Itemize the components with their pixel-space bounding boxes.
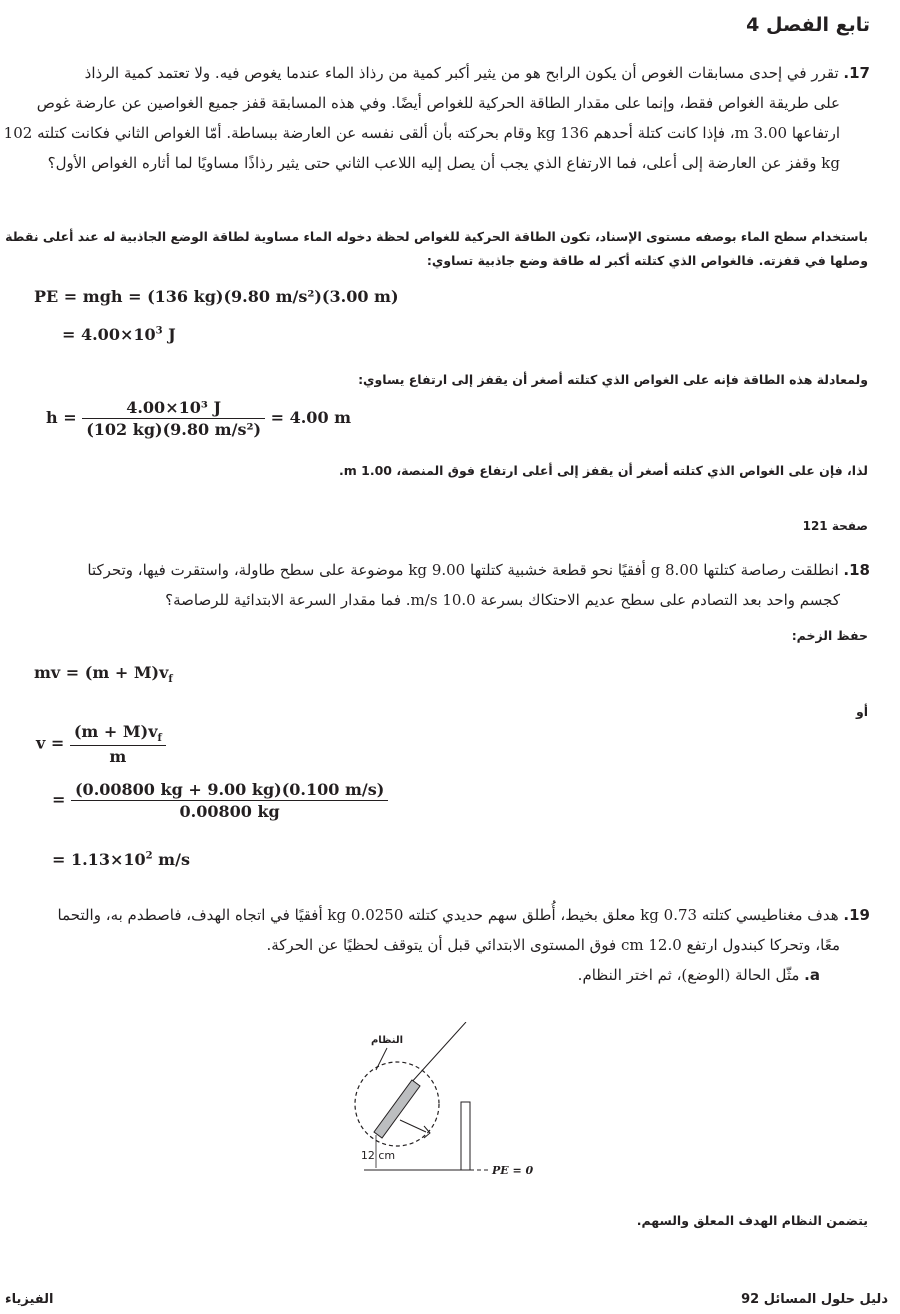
system-label: النظام <box>370 1035 404 1046</box>
problem-19-text <box>0 900 870 990</box>
eq-part: J <box>162 325 176 344</box>
eq-part: m/s <box>152 850 190 869</box>
fraction-numerator: 4.00×10³ J <box>82 398 265 419</box>
footer-title: دليل حلول المسائل <box>763 1292 888 1307</box>
answer-text: باستخدام سطح الماء بوصفه مستوى الإسناد، تكون الطاقة الحركية للغواص لحظة دخوله الماء مساوية لطاقة الوضع الجاذبية له عند أعلى نقطة وصلها في قفزته. فالغواص الذي كتلته أكبر له طاقة وضع جاذبية تساوي: <box>5 229 868 268</box>
chapter-title: تابع الفصل 4 <box>746 14 870 36</box>
dart-shaft <box>400 1120 426 1132</box>
footer-subject: الفيزياء <box>5 1292 54 1307</box>
fraction-numerator: (0.00800 kg + 9.00 kg)(0.100 m/s) <box>71 780 388 801</box>
eq-rhs: = 4.00 m <box>270 408 352 427</box>
eq-subscript: f <box>168 674 173 686</box>
problem-text-first-line: هدف مغناطيسي كتلته 0.73 kg معلق بخيط، أُطلق سهم حديدي كتلته 0.0250 kg أفقيًا في اتجاه الهدف، فاصطدم به، والتحما <box>57 906 839 924</box>
pe-zero-label: PE = 0 <box>492 1164 534 1177</box>
part-label: a. <box>804 966 820 984</box>
fraction <box>70 722 166 766</box>
equation-momentum <box>34 663 173 685</box>
problem-number: 18. <box>843 561 870 579</box>
answer-text: حفظ الزخم: <box>791 628 868 643</box>
or-text: أو <box>855 704 868 719</box>
part-a <box>0 960 870 990</box>
fraction-denominator: m <box>109 747 127 767</box>
problem-number: 19. <box>843 906 870 924</box>
problem-17-text <box>0 58 870 178</box>
eq-equals: = <box>52 790 66 809</box>
problem-text-continuation: معًا، وتحركا كبندول ارتفع 12.0 cm فوق المستوى الابتدائي قبل أن يتوقف لحظيًا عن الحركة. <box>266 936 840 954</box>
eq-part: = 4.00×10 <box>62 325 156 344</box>
equation-energy-result <box>62 325 176 344</box>
eq-subscript: f <box>157 733 162 745</box>
fraction-denominator: 0.00800 kg <box>179 802 280 821</box>
pendulum-figure <box>340 1022 560 1182</box>
pendulum-string <box>410 1022 466 1084</box>
equation-velocity <box>36 722 166 766</box>
fraction-denominator: (102 kg)(9.80 m/s²) <box>86 420 262 439</box>
fraction <box>82 398 265 439</box>
eq-exponent: 2 <box>145 850 153 862</box>
problem-number: 17. <box>843 64 870 82</box>
footer-page-info <box>735 1292 888 1307</box>
eq-part: = 1.13×10 <box>52 850 146 869</box>
equation-height <box>46 398 351 439</box>
equation-velocity-result <box>52 850 190 869</box>
eq-part: (m + M)v <box>73 722 158 741</box>
target-rod <box>374 1080 420 1138</box>
problem-text-first-line: تقرر في إحدى مسابقات الغوص أن يكون الرابح هو من يثير أكبر كمية من رذاذ الماء عندما يغوص فيه. ولا تعتمد كمية الرذاذ <box>84 64 839 82</box>
equation-potential-energy: PE = mgh = (136 kg)(9.80 m/s²)(3.00 m) <box>34 287 399 306</box>
page-reference: صفحة 121 <box>802 519 868 533</box>
page-number: 92 <box>741 1292 760 1307</box>
eq-exponent: 3 <box>155 325 163 337</box>
rest-rod <box>461 1102 470 1170</box>
eq-part: mv = (m + M)v <box>34 663 169 682</box>
height-label: 12 cm <box>360 1149 396 1162</box>
problem-text-continuation: على طريقة الغواص فقط، وإنما على مقدار الطاقة الحركية للغواص أيضًا. وفي هذه المسابقة قفز جميع الغواصين عن عارضة غوص ارتفاعها 3.00 m، فإذا كانت كتلة أحدهم 136 kg وقام بحركته بأن ألقى نفسه عن العارضة ببساطة. أمّا الغواص الثاني فكانت كتلته 102 kg وقفز عن العارضة إلى أعلى، فما الارتفاع الذي يجب أن يصل إليه اللاعب الثاني حتى يثير رذاذًا مساويًا لما أثاره الغواص الأول؟ <box>3 94 840 172</box>
problem-text-continuation: كجسم واحد بعد التصادم على سطح عديم الاحتكاك بسرعة 10.0 m/s. فما مقدار السرعة الابتدائية للرصاصة؟ <box>165 591 840 609</box>
eq-lhs: h = <box>46 408 77 427</box>
answer-text: ولمعادلة هذه الطاقة فإنه على الغواص الذي كتلته أصغر أن يقفز إلى ارتفاع يساوي: <box>358 372 868 387</box>
fraction <box>71 780 388 821</box>
part-text: مثّل الحالة (الوضع)، ثم اختر النظام. <box>577 966 800 984</box>
fraction-numerator <box>70 722 166 746</box>
answer-text: يتضمن النظام الهدف المعلق والسهم. <box>636 1213 868 1228</box>
answer-text: لذا، فإن على الغواص الذي كتلته أصغر أن يقفز إلى أعلى ارتفاع فوق المنصة، 1.00 m. <box>339 463 868 478</box>
eq-lhs: v = <box>36 733 65 753</box>
problem-18-text <box>0 555 870 615</box>
problem-text-first-line: انطلقت رصاصة كتلتها 8.00 g أفقيًا نحو قطعة خشبية كتلتها 9.00 kg موضوعة على سطح طاولة، واستقرت فيها، وتحركتا <box>87 561 839 579</box>
equation-substitution <box>52 780 388 821</box>
